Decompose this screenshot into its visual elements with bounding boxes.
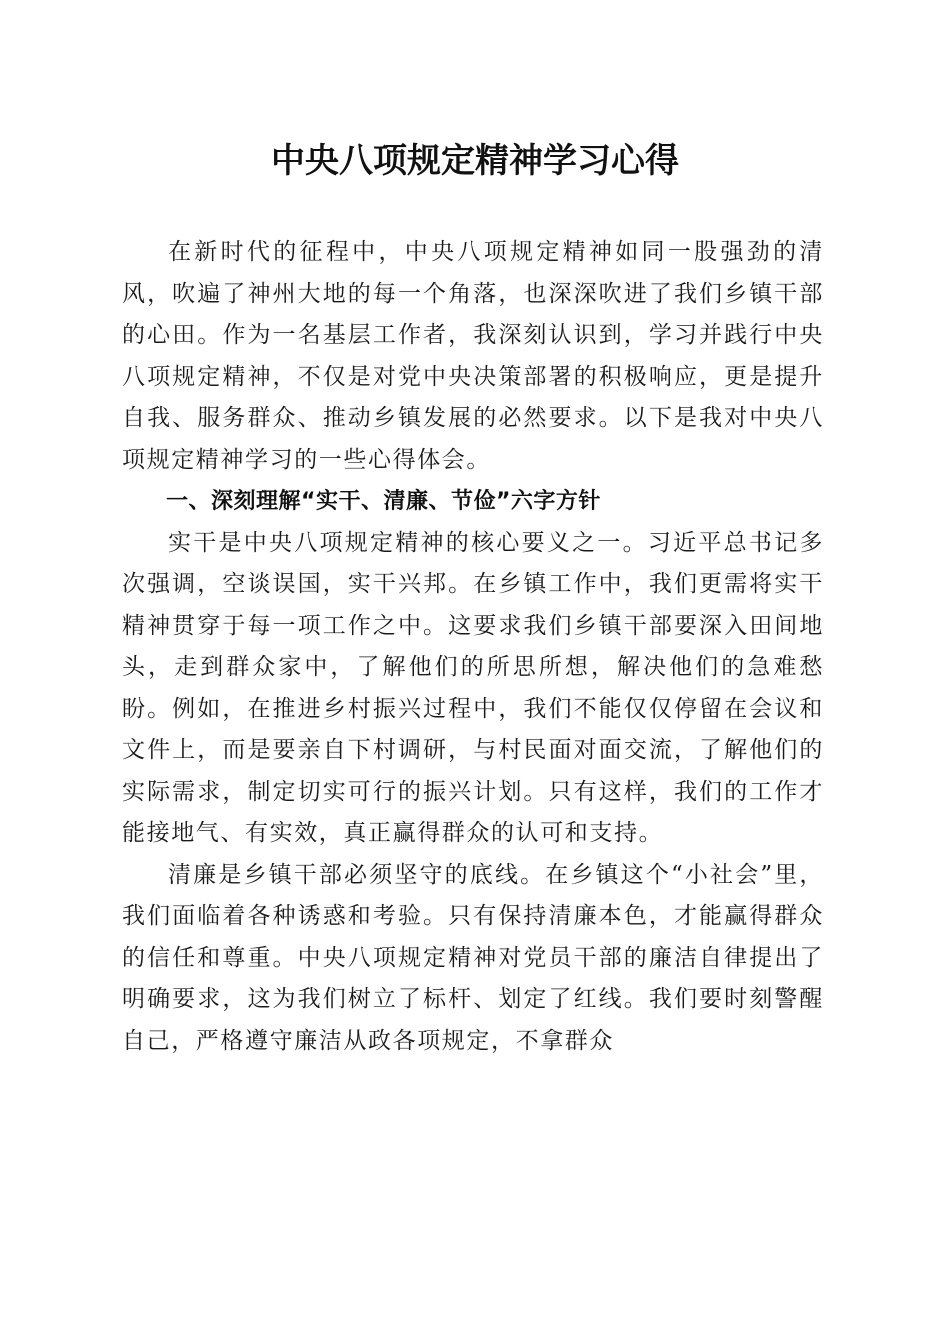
- section-paragraph-qinglian: 清廉是乡镇干部必须坚守的底线。在乡镇这个“小社会”里，我们面临着各种诱惑和考验。只有保持清廉本色，才能赢得群众的信任和尊重。中央八项规定精神对党员干部的廉洁自律提出了明确要求，这为我们树立了标杆、划定了红线。我们要时刻警醒自己，严格遵守廉洁从政各项规定，不拿群众: [122, 861, 824, 1054]
- section-paragraph-shigan: 实干是中央八项规定精神的核心要义之一。习近平总书记多次强调，空谈误国，实干兴邦。在乡镇工作中，我们更需将实干精神贯穿于每一项工作之中。这要求我们乡镇干部要深入田间地头，走到群众家中，了解他们的所思所想，解决他们的急难愁盼。例如，在推进乡村振兴过程中，我们不能仅仅停留在会议和文件上，而是要亲自下村调研，与村民面对面交流，了解他们的实际需求，制定切实可行的振兴计划。只有这样，我们的工作才能接地气、有实效，真正赢得群众的认可和支持。: [122, 529, 824, 846]
- section-heading: 一、深刻理解“实干、清廉、节俭”六字方针: [166, 489, 601, 514]
- intro-paragraph: 在新时代的征程中，中央八项规定精神如同一股强劲的清风，吹遍了神州大地的每一个角落，也深深吹进了我们乡镇干部的心田。作为一名基层工作者，我深刻认识到，学习并践行中央八项规定精神，不仅是对党中央决策部署的积极响应，更是提升自我、服务群众、推动乡镇发展的必然要求。以下是我对中央八项规定精神学习的一些心得体会。: [122, 239, 824, 473]
- document-body: [122, 232, 824, 1062]
- document-title: 中央八项规定精神学习心得: [271, 141, 679, 181]
